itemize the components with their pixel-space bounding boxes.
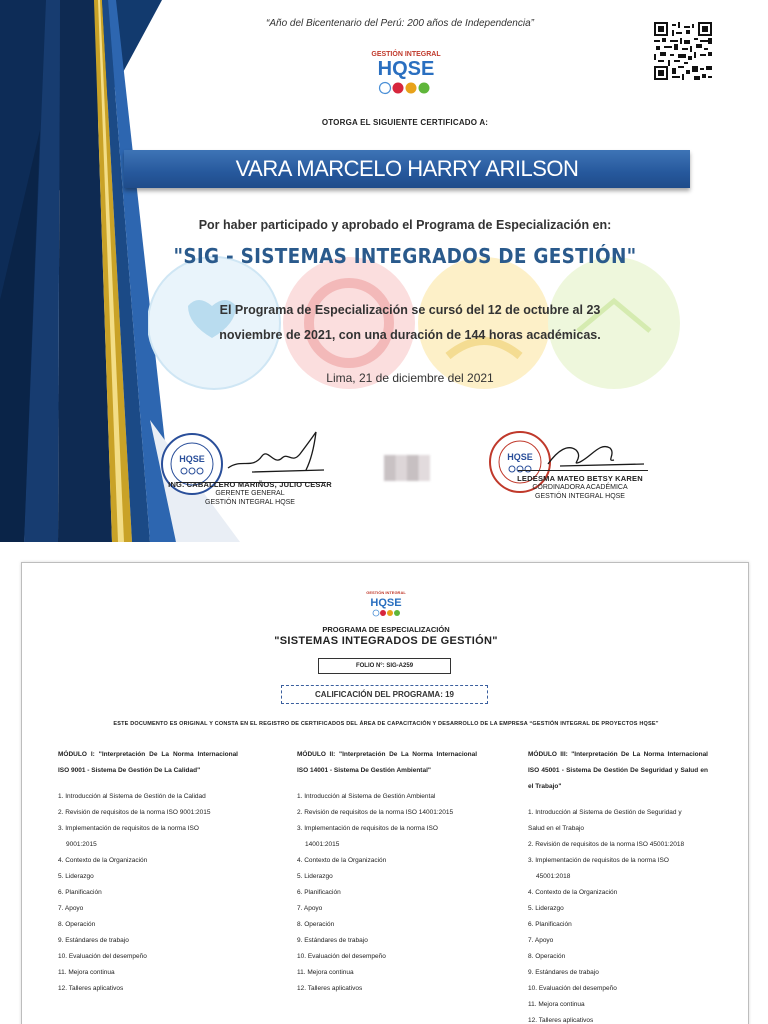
signer-left-role: GERENTE GENERAL (215, 490, 285, 497)
back-subtitle: PROGRAMA DE ESPECIALIZACIÓN (322, 625, 450, 634)
module-item: 9001:2015 (66, 841, 97, 848)
module-item: 11. Mejora continua (297, 969, 354, 976)
signer-right (490, 474, 670, 501)
module-item: 5. Liderazgo (297, 873, 333, 880)
signer-right-org: GESTIÓN INTEGRAL HQSE (535, 493, 625, 500)
qr-code-icon (654, 22, 712, 80)
module-item: 1. Introducción al Sistema de Gestión de Seguridad y (528, 809, 682, 816)
module-item: 1. Introducción al Sistema de Gestión de la Calidad (58, 793, 206, 800)
module-item: 4. Contexto de la Organización (58, 857, 148, 864)
module-item: 10. Evaluación del desempeño (297, 953, 386, 960)
module-2-heading: MÓDULO II: "Interpretación De La Norma Internacional ISO 14001 - Sistema De Gestión Ambiental" (297, 751, 477, 774)
svg-text:HQSE: HQSE (370, 597, 402, 609)
module-2-list (297, 789, 477, 997)
module-item: 4. Contexto de la Organización (297, 857, 387, 864)
module-1-heading: MÓDULO I: "Interpretación De La Norma Internacional ISO 9001 - Sistema De Gestión De La Calidad" (58, 751, 238, 774)
participation-text: Por haber participado y aprobado el Programa de Especialización en: (198, 218, 612, 232)
module-item: 5. Liderazgo (58, 873, 94, 880)
module-3-list (528, 805, 708, 1024)
module-item: 1. Introducción al Sistema de Gestión Ambiental (297, 793, 436, 800)
module-item: 4. Contexto de la Organización (528, 889, 618, 896)
back-title: "SISTEMAS INTEGRADOS DE GESTIÓN" (274, 635, 498, 647)
svg-text:GESTIÓN INTEGRAL: GESTIÓN INTEGRAL (366, 590, 406, 595)
module-item: 3. Implementación de requisitos de la norma ISO (528, 857, 669, 864)
module-item: 3. Implementación de requisitos de la norma ISO (58, 825, 199, 832)
signer-right-role: CORDINADORA ACADÉMICA (532, 484, 628, 491)
svg-text:HQSE: HQSE (377, 58, 435, 80)
module-item: 7. Apoyo (297, 905, 323, 912)
folio-number: FOLIO N°: SIG-A259 (318, 658, 451, 674)
module-item: 14001:2015 (305, 841, 340, 848)
authenticity-statement: ESTE DOCUMENTO ES ORIGINAL Y CONSTA EN EL REGISTRO DE CERTIFICADOS DEL ÁREA DE CAPACITACIÓN Y DESARROLLO DE LA EMPRESA “GESTIÓN INTEGRAL DE PROYECTOS HQSE” (113, 721, 659, 727)
module-item: 11. Mejora continua (528, 1001, 585, 1008)
program-grade: CALIFICACIÓN DEL PROGRAMA: 19 (281, 685, 488, 704)
svg-text:HQSE: HQSE (507, 452, 533, 462)
motto-text: “Año del Bicentenario del Perú: 200 años de Independencia” (266, 18, 534, 29)
module-item: 12. Talleres aplicativos (528, 1017, 594, 1024)
hqse-logo (356, 48, 456, 100)
svg-text:GESTIÓN INTEGRAL: GESTIÓN INTEGRAL (371, 51, 441, 58)
signer-left-org: GESTIÓN INTEGRAL HQSE (205, 499, 295, 506)
module-item: 5. Liderazgo (528, 905, 564, 912)
certificate-back (21, 562, 749, 1024)
description-line-2: noviembre de 2021, con una duración de 144 horas académicas. (219, 328, 601, 342)
recipient-name-banner (124, 150, 690, 188)
place-and-date: Lima, 21 de diciembre del 2021 (326, 371, 494, 385)
module-item: 9. Estándares de trabajo (58, 937, 129, 944)
recipient-name: VARA MARCELO HARRY ARILSON (235, 156, 579, 181)
redacted-area (384, 455, 430, 481)
program-description (200, 298, 620, 348)
module-item: 6. Planificación (297, 889, 341, 896)
module-3 (528, 747, 708, 1024)
module-item: Salud en el Trabajo (528, 825, 585, 832)
module-item: 10. Evaluación del desempeño (528, 985, 617, 992)
module-item: 2. Revisión de requisitos de la norma ISO 14001:2015 (297, 809, 454, 816)
module-item: 12. Talleres aplicativos (58, 985, 124, 992)
module-item: 12. Talleres aplicativos (297, 985, 363, 992)
module-item: 2. Revisión de requisitos de la norma ISO 45001:2018 (528, 841, 685, 848)
module-1-list (58, 789, 238, 997)
grant-statement: OTORGA EL SIGUIENTE CERTIFICADO A: (321, 118, 489, 127)
module-item: 9. Estándares de trabajo (528, 969, 599, 976)
module-item: 2. Revisión de requisitos de la norma ISO 9001:2015 (58, 809, 211, 816)
module-item: 11. Mejora continua (58, 969, 115, 976)
module-item: 6. Planificación (58, 889, 102, 896)
description-line-1: El Programa de Especialización se cursó del 12 de octubre al 23 (219, 303, 601, 317)
module-item: 8. Operación (58, 921, 96, 928)
hqse-logo-small (361, 589, 411, 619)
module-item: 7. Apoyo (58, 905, 84, 912)
module-item: 3. Implementación de requisitos de la norma ISO (297, 825, 438, 832)
signer-left-name: ING. CABALLERO MARIÑOS, JULIO CESAR (168, 480, 332, 489)
signature-line-right (518, 470, 648, 471)
svg-text:HQSE: HQSE (179, 454, 205, 464)
module-item: 8. Operación (297, 921, 335, 928)
module-3-heading: MÓDULO III: "Interpretación De La Norma Internacional ISO 45001 - Sistema De Gestión De Seguridad y Salud en el Trabajo" (528, 751, 708, 790)
signer-right-name: LEDESMA MATEO BETSY KAREN (517, 474, 643, 483)
module-1 (58, 747, 238, 997)
module-item: 10. Evaluación del desempeño (58, 953, 147, 960)
signer-left (160, 480, 340, 507)
program-title: "SIG - SISTEMAS INTEGRADOS DE GESTIÓN" (173, 244, 637, 268)
module-item: 7. Apoyo (528, 937, 554, 944)
module-item: 8. Operación (528, 953, 566, 960)
signature-left (222, 428, 332, 482)
module-2 (297, 747, 477, 997)
module-item: 45001:2018 (536, 873, 571, 880)
module-item: 6. Planificación (528, 921, 572, 928)
module-item: 9. Estándares de trabajo (297, 937, 368, 944)
